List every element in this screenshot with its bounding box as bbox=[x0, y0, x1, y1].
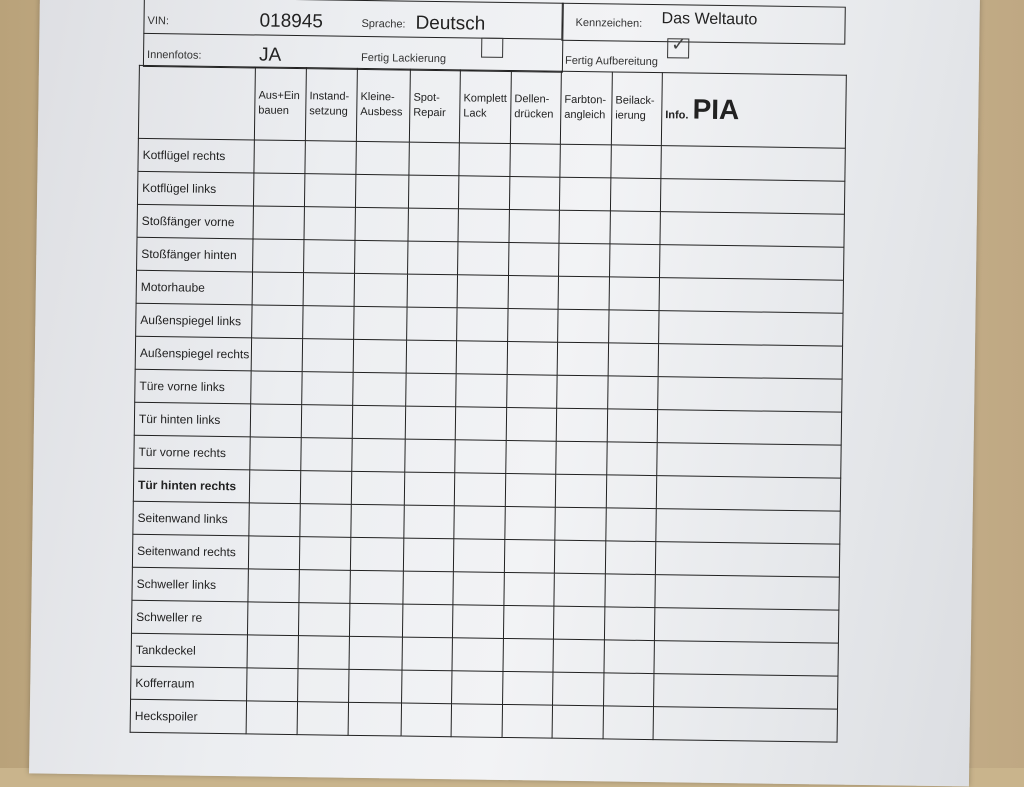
entry-cell[interactable] bbox=[406, 340, 456, 374]
entry-cell[interactable] bbox=[349, 669, 402, 703]
entry-cell[interactable] bbox=[249, 470, 300, 504]
entry-cell[interactable] bbox=[603, 706, 653, 740]
info-cell[interactable] bbox=[659, 245, 843, 281]
row-label: Motorhaube bbox=[136, 270, 252, 305]
entry-cell[interactable] bbox=[502, 704, 552, 738]
entry-cell[interactable] bbox=[459, 143, 510, 177]
row-label: Außenspiegel rechts bbox=[135, 336, 251, 371]
sprache-label: Sprache: bbox=[361, 17, 406, 31]
entry-cell[interactable] bbox=[354, 306, 407, 340]
column-header: Dellen-drücken bbox=[510, 71, 561, 145]
entry-cell[interactable] bbox=[246, 701, 297, 735]
entry-cell[interactable] bbox=[406, 373, 456, 407]
entry-cell[interactable] bbox=[553, 639, 604, 673]
entry-cell[interactable] bbox=[505, 506, 555, 540]
entry-cell[interactable] bbox=[402, 604, 452, 638]
fertig-aufbereitung-label: Fertig Aufbereitung bbox=[564, 54, 659, 69]
entry-cell[interactable] bbox=[301, 438, 352, 472]
entry-cell[interactable] bbox=[355, 207, 408, 241]
entry-cell[interactable] bbox=[558, 276, 609, 310]
corner-cell bbox=[138, 65, 255, 140]
entry-cell[interactable] bbox=[298, 669, 349, 703]
entry-cell[interactable] bbox=[305, 141, 356, 175]
entry-cell[interactable] bbox=[609, 310, 659, 344]
row-label: Kotflügel links bbox=[137, 171, 253, 206]
entry-cell[interactable] bbox=[351, 471, 404, 505]
entry-cell[interactable] bbox=[407, 274, 457, 308]
row-label: Heckspoiler bbox=[130, 699, 246, 734]
entry-cell[interactable] bbox=[508, 309, 558, 343]
entry-cell[interactable] bbox=[506, 440, 556, 474]
vin-label: VIN: bbox=[147, 14, 170, 28]
vin-value: 018945 bbox=[259, 10, 324, 33]
entry-cell[interactable] bbox=[402, 637, 452, 671]
entry-cell[interactable] bbox=[503, 605, 553, 639]
entry-cell[interactable] bbox=[299, 537, 350, 571]
entry-cell[interactable] bbox=[248, 536, 299, 570]
entry-cell[interactable] bbox=[404, 505, 454, 539]
entry-cell[interactable] bbox=[355, 240, 408, 274]
entry-cell[interactable] bbox=[350, 537, 403, 571]
column-header: Komplett Lack bbox=[459, 70, 511, 144]
entry-cell[interactable] bbox=[458, 242, 509, 276]
info-cell[interactable] bbox=[660, 212, 844, 248]
entry-cell[interactable] bbox=[557, 342, 608, 376]
entry-cell[interactable] bbox=[507, 342, 557, 376]
entry-cell[interactable] bbox=[351, 504, 404, 538]
entry-cell[interactable] bbox=[507, 374, 557, 408]
entry-cell[interactable] bbox=[252, 272, 303, 306]
entry-cell[interactable] bbox=[553, 606, 604, 640]
row-label: Außenspiegel links bbox=[136, 303, 252, 338]
entry-cell[interactable] bbox=[451, 704, 502, 738]
entry-cell[interactable] bbox=[607, 442, 657, 476]
entry-cell[interactable] bbox=[354, 273, 407, 307]
entry-cell[interactable] bbox=[408, 175, 458, 209]
fertig-lackierung-label: Fertig Lackierung bbox=[360, 51, 447, 66]
entry-cell[interactable] bbox=[349, 603, 402, 637]
entry-cell[interactable] bbox=[247, 635, 298, 669]
sprache-value: Deutsch bbox=[415, 12, 486, 35]
entry-cell[interactable] bbox=[401, 703, 451, 737]
fertig-lackierung-checkbox[interactable] bbox=[481, 38, 503, 58]
entry-cell[interactable] bbox=[604, 640, 654, 674]
entry-cell[interactable] bbox=[456, 341, 507, 375]
info-cell[interactable] bbox=[655, 575, 839, 611]
entry-cell[interactable] bbox=[403, 538, 453, 572]
entry-cell[interactable] bbox=[555, 507, 606, 541]
entry-cell[interactable] bbox=[349, 636, 402, 670]
entry-cell[interactable] bbox=[350, 570, 403, 604]
table-header-row bbox=[138, 65, 846, 148]
entry-cell[interactable] bbox=[405, 439, 455, 473]
row-label: Schweller links bbox=[132, 567, 248, 602]
entry-cell[interactable] bbox=[249, 503, 300, 537]
column-header: Aus+Ein bauen bbox=[254, 67, 306, 141]
info-cell[interactable] bbox=[658, 344, 842, 380]
entry-cell[interactable] bbox=[604, 673, 654, 707]
entry-cell[interactable] bbox=[303, 273, 354, 307]
entry-cell[interactable] bbox=[556, 408, 607, 442]
entry-cell[interactable] bbox=[552, 705, 603, 739]
entry-cell[interactable] bbox=[559, 177, 610, 211]
entry-cell[interactable] bbox=[559, 243, 610, 277]
row-label: Tankdeckel bbox=[131, 633, 247, 668]
entry-cell[interactable] bbox=[404, 472, 454, 506]
innenfotos-value: JA bbox=[258, 44, 282, 66]
entry-cell[interactable] bbox=[253, 173, 304, 207]
entry-cell[interactable] bbox=[457, 308, 508, 342]
row-label: Tür hinten links bbox=[134, 402, 250, 437]
entry-cell[interactable] bbox=[298, 603, 349, 637]
entry-cell[interactable] bbox=[556, 441, 607, 475]
entry-cell[interactable] bbox=[402, 670, 452, 704]
info-cell[interactable] bbox=[653, 707, 837, 743]
column-header: Instand-setzung bbox=[305, 68, 357, 142]
row-label: Seitenwand rechts bbox=[132, 534, 248, 569]
info-cell[interactable] bbox=[656, 476, 840, 512]
entry-cell[interactable] bbox=[252, 305, 303, 339]
info-cell[interactable] bbox=[654, 641, 838, 677]
entry-cell[interactable] bbox=[352, 405, 405, 439]
entry-cell[interactable] bbox=[356, 141, 409, 175]
entry-cell[interactable] bbox=[554, 540, 605, 574]
entry-cell[interactable] bbox=[355, 174, 408, 208]
info-cell[interactable] bbox=[658, 377, 842, 413]
entry-cell[interactable] bbox=[503, 638, 553, 672]
entry-cell[interactable] bbox=[608, 343, 658, 377]
entry-cell[interactable] bbox=[553, 672, 604, 706]
entry-cell[interactable] bbox=[455, 440, 506, 474]
entry-cell[interactable] bbox=[253, 239, 304, 273]
info-cell[interactable] bbox=[654, 608, 838, 644]
entry-cell[interactable] bbox=[605, 574, 655, 608]
entry-cell[interactable] bbox=[456, 374, 507, 408]
info-cell[interactable] bbox=[659, 278, 843, 314]
entry-cell[interactable] bbox=[408, 241, 458, 275]
innenfotos-label: Innenfotos: bbox=[146, 48, 202, 62]
entry-cell[interactable] bbox=[452, 605, 503, 639]
entry-cell[interactable] bbox=[352, 438, 405, 472]
entry-cell[interactable] bbox=[455, 407, 506, 441]
entry-cell[interactable] bbox=[302, 339, 353, 373]
entry-cell[interactable] bbox=[558, 309, 609, 343]
info-column-header bbox=[661, 73, 846, 149]
entry-cell[interactable] bbox=[302, 372, 353, 406]
entry-cell[interactable] bbox=[452, 638, 503, 672]
entry-cell[interactable] bbox=[254, 140, 305, 174]
info-cell[interactable] bbox=[657, 443, 841, 479]
entry-cell[interactable] bbox=[301, 405, 352, 439]
entry-cell[interactable] bbox=[304, 240, 355, 274]
entry-cell[interactable] bbox=[509, 177, 559, 211]
row-label: Tür hinten rechts bbox=[133, 468, 249, 503]
entry-cell[interactable] bbox=[454, 473, 505, 507]
entry-cell[interactable] bbox=[609, 277, 659, 311]
entry-cell[interactable] bbox=[253, 206, 304, 240]
entry-cell[interactable] bbox=[557, 375, 608, 409]
info-cell[interactable] bbox=[660, 179, 844, 215]
damage-table bbox=[130, 65, 847, 743]
entry-cell[interactable] bbox=[610, 244, 660, 278]
entry-cell[interactable] bbox=[298, 636, 349, 670]
entry-cell[interactable] bbox=[504, 572, 554, 606]
entry-cell[interactable] bbox=[297, 702, 348, 736]
info-cell[interactable] bbox=[654, 674, 838, 710]
entry-cell[interactable] bbox=[454, 506, 505, 540]
row-label: Schweller re bbox=[131, 600, 247, 635]
entry-cell[interactable] bbox=[247, 602, 298, 636]
entry-cell[interactable] bbox=[409, 142, 459, 176]
entry-cell[interactable] bbox=[407, 307, 457, 341]
entry-cell[interactable] bbox=[457, 275, 508, 309]
row-label: Seitenwand links bbox=[133, 501, 249, 536]
entry-cell[interactable] bbox=[458, 209, 509, 243]
column-header: Spot-Repair bbox=[409, 69, 460, 143]
entry-cell[interactable] bbox=[453, 539, 504, 573]
entry-cell[interactable] bbox=[610, 178, 660, 212]
row-label: Stoßfänger hinten bbox=[137, 237, 253, 272]
row-label: Stoßfänger vorne bbox=[137, 204, 253, 239]
entry-cell[interactable] bbox=[458, 176, 509, 210]
entry-cell[interactable] bbox=[509, 243, 559, 277]
entry-cell[interactable] bbox=[555, 474, 606, 508]
entry-cell[interactable] bbox=[506, 407, 556, 441]
entry-cell[interactable] bbox=[247, 668, 298, 702]
entry-cell[interactable] bbox=[250, 437, 301, 471]
entry-cell[interactable] bbox=[251, 371, 302, 405]
entry-cell[interactable] bbox=[554, 573, 605, 607]
entry-cell[interactable] bbox=[403, 571, 453, 605]
entry-cell[interactable] bbox=[304, 207, 355, 241]
info-cell[interactable] bbox=[657, 410, 841, 446]
info-label: Info. bbox=[665, 109, 689, 122]
entry-cell[interactable] bbox=[250, 404, 301, 438]
table-body bbox=[130, 138, 845, 742]
entry-cell[interactable] bbox=[606, 475, 656, 509]
row-label: Kofferraum bbox=[131, 666, 247, 701]
kennzeichen-value: Das Weltauto bbox=[661, 10, 758, 29]
entry-cell[interactable] bbox=[606, 508, 656, 542]
paper-sheet bbox=[29, 0, 980, 786]
entry-cell[interactable] bbox=[452, 671, 503, 705]
entry-cell[interactable] bbox=[508, 276, 558, 310]
entry-cell[interactable] bbox=[604, 607, 654, 641]
entry-cell[interactable] bbox=[560, 144, 611, 178]
info-cell[interactable] bbox=[656, 509, 840, 545]
info-cell[interactable] bbox=[661, 146, 845, 182]
info-cell[interactable] bbox=[659, 311, 843, 347]
entry-cell[interactable] bbox=[248, 569, 299, 603]
entry-cell[interactable] bbox=[605, 541, 655, 575]
info-value: PIA bbox=[692, 93, 740, 126]
entry-cell[interactable] bbox=[611, 145, 661, 179]
entry-cell[interactable] bbox=[251, 338, 302, 372]
entry-cell[interactable] bbox=[408, 208, 458, 242]
info-cell[interactable] bbox=[655, 542, 839, 578]
kennzeichen-label: Kennzeichen: bbox=[575, 16, 643, 30]
entry-cell[interactable] bbox=[608, 376, 658, 410]
entry-cell[interactable] bbox=[510, 144, 560, 178]
entry-cell[interactable] bbox=[300, 504, 351, 538]
column-header: Beilack-ierung bbox=[611, 72, 662, 146]
entry-cell[interactable] bbox=[505, 473, 555, 507]
entry-cell[interactable] bbox=[299, 570, 350, 604]
entry-cell[interactable] bbox=[300, 471, 351, 505]
row-label: Kotflügel rechts bbox=[138, 138, 254, 173]
entry-cell[interactable] bbox=[607, 409, 657, 443]
entry-cell[interactable] bbox=[405, 406, 455, 440]
entry-cell[interactable] bbox=[453, 572, 504, 606]
entry-cell[interactable] bbox=[303, 306, 354, 340]
row-label: Tür vorne rechts bbox=[134, 435, 250, 470]
column-header: Farbton-angleich bbox=[560, 71, 612, 145]
entry-cell[interactable] bbox=[353, 372, 406, 406]
entry-cell[interactable] bbox=[610, 211, 660, 245]
entry-cell[interactable] bbox=[353, 339, 406, 373]
entry-cell[interactable] bbox=[503, 671, 553, 705]
row-label: Türe vorne links bbox=[135, 369, 251, 404]
entry-cell[interactable] bbox=[559, 210, 610, 244]
column-header: Kleine-Ausbess bbox=[356, 68, 410, 142]
entry-cell[interactable] bbox=[304, 174, 355, 208]
checkmark-icon: ✓ bbox=[671, 34, 687, 55]
entry-cell[interactable] bbox=[504, 539, 554, 573]
entry-cell[interactable] bbox=[509, 210, 559, 244]
entry-cell[interactable] bbox=[348, 702, 401, 736]
